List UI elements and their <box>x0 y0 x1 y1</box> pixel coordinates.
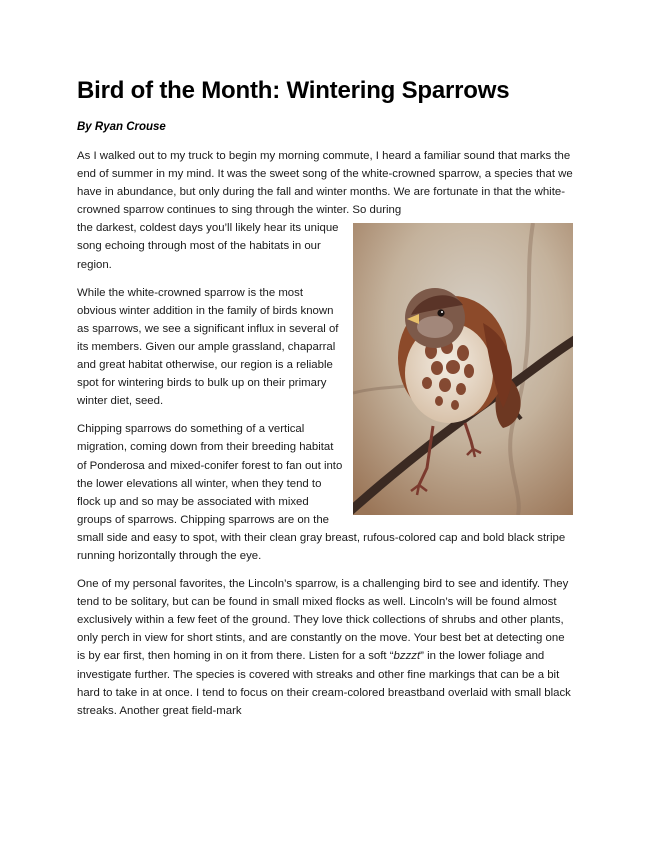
sparrow-photo <box>353 223 573 515</box>
paragraph-white-crowned: While the white-crowned sparrow is the most obvious winter addition in the family of birds known as sparrows, we see a significant influx in several of its members. Given our ample grassland, chaparral and great habitat otherwise, our region is a reliable spot for wintering birds to bulk up on their primary winter diet, seed. <box>77 286 339 408</box>
article-body <box>77 147 573 730</box>
lincolns-text-after: ” in the lower foliage and investigate further. The species is covered with streaks and other fine markings that can be a bit hard to take in at once. I tend to focus on their cream-colored breastband overlaid with small black streaks. Another great field-mark <box>77 650 571 717</box>
sparrow-illustration <box>353 223 573 515</box>
article-title: Bird of the Month: Wintering Sparrows <box>77 77 510 104</box>
lincolns-text-before: One of my personal favorites, the Lincoln’s sparrow, is a challenging bird to see and identify. They tend to be solitary, but can be found in small mixed flocks as well. Lincoln’s will be found almost exclusively within a few feet of the ground. They love thick collections of shrubs and other plants, only perch in view for short stints, and are constantly on the move. Your best bet at detecting one is by ear first, then homing in on it from there. Listen for a soft “ <box>77 578 569 663</box>
paragraph-intro-b: the darkest, coldest days you’ll likely hear its unique song echoing through most of the habitats in our region. <box>77 222 339 271</box>
paragraph-intro-a: As I walked out to my truck to begin my morning commute, I heard a familiar sound that marks the end of summer in my mind. It was the sweet song of the white-crowned sparrow, a species that we have in abundance, but only during the fall and winter months. We are fortunate in that the white-crowned sparrow continues to sing through the winter. So during <box>77 150 573 217</box>
paragraph-chipping: Chipping sparrows do something of a vertical migration, coming down from their breeding habitat of Ponderosa and mixed-conifer forest to fan out into the lower elevations all winter, when they tend to flock up and so may be associated with mixed groups of sparrows. Chipping sparrows are on the small side and easy to spot, with their clean gray breast, rufous-colored cap and bold black stripe running horizontally through the eye. <box>77 423 566 562</box>
lincolns-sound: bzzzt <box>393 650 421 663</box>
article-byline: By Ryan Crouse <box>77 121 166 133</box>
paragraph-lincolns <box>77 575 573 720</box>
